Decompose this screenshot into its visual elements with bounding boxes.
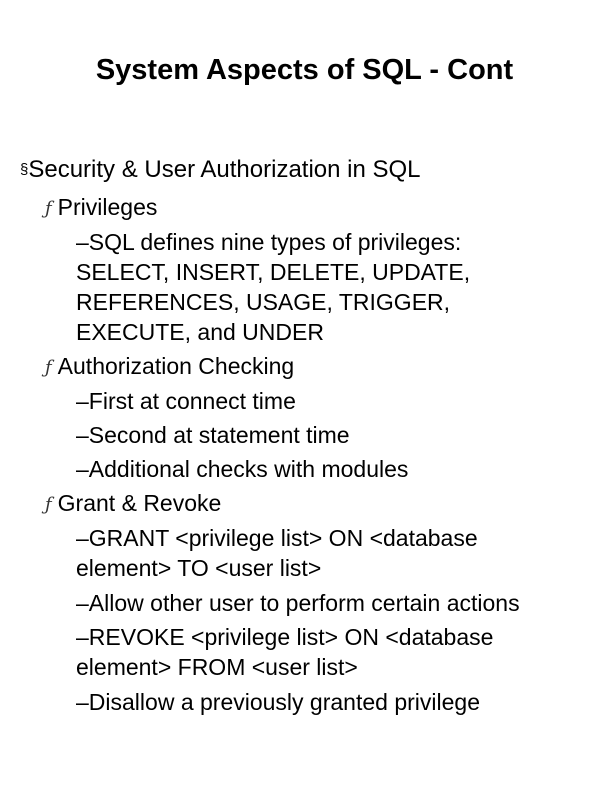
list-item-continuation: SELECT, INSERT, DELETE, UPDATE, bbox=[76, 259, 471, 285]
list-item bbox=[76, 421, 350, 449]
list-item bbox=[76, 688, 480, 716]
item-text: First at connect time bbox=[88, 388, 296, 414]
section-heading-text: Security & User Authorization in SQL bbox=[28, 156, 421, 183]
group-heading-privileges bbox=[45, 193, 157, 224]
item-bullet-marker: – bbox=[76, 525, 89, 551]
item-text: GRANT <privilege list> ON <database bbox=[88, 525, 478, 551]
item-bullet-marker: – bbox=[76, 689, 89, 715]
list-item bbox=[76, 589, 520, 617]
item-bullet-marker: – bbox=[76, 456, 89, 482]
section-heading bbox=[20, 156, 421, 187]
item-bullet-marker: – bbox=[76, 590, 89, 616]
group-bullet-marker: ƒ bbox=[45, 494, 52, 515]
list-item bbox=[76, 623, 493, 651]
list-item-continuation: REFERENCES, USAGE, TRIGGER, bbox=[76, 289, 451, 315]
item-bullet-marker: – bbox=[76, 229, 89, 255]
item-text: Allow other user to perform certain actions bbox=[88, 590, 520, 616]
list-item-continuation: element> TO <user list> bbox=[76, 555, 322, 581]
item-text: Second at statement time bbox=[88, 422, 350, 448]
group-heading-text: Privileges bbox=[57, 194, 158, 220]
slide-title: System Aspects of SQL - Cont bbox=[95, 54, 514, 86]
item-bullet-marker: – bbox=[76, 624, 89, 650]
list-item-continuation: EXECUTE, and UNDER bbox=[76, 319, 324, 345]
list-item bbox=[76, 387, 296, 415]
list-item bbox=[76, 524, 478, 552]
group-heading-text: Authorization Checking bbox=[57, 353, 295, 379]
list-item bbox=[76, 228, 461, 256]
group-bullet-marker: ƒ bbox=[45, 357, 52, 378]
list-item bbox=[76, 455, 408, 483]
group-heading-grant-revoke bbox=[45, 489, 221, 520]
item-text: Disallow a previously granted privilege bbox=[88, 689, 480, 715]
group-heading-text: Grant & Revoke bbox=[57, 490, 222, 516]
item-bullet-marker: – bbox=[76, 422, 89, 448]
list-item-continuation: element> FROM <user list> bbox=[76, 654, 358, 680]
group-bullet-marker: ƒ bbox=[45, 198, 52, 219]
item-bullet-marker: – bbox=[76, 388, 89, 414]
item-text: REVOKE <privilege list> ON <database bbox=[88, 624, 494, 650]
item-text: SQL defines nine types of privileges: bbox=[88, 229, 462, 255]
item-text: Additional checks with modules bbox=[88, 456, 409, 482]
group-heading-authorization-checking bbox=[45, 352, 294, 383]
section-bullet-marker: § bbox=[20, 161, 29, 178]
